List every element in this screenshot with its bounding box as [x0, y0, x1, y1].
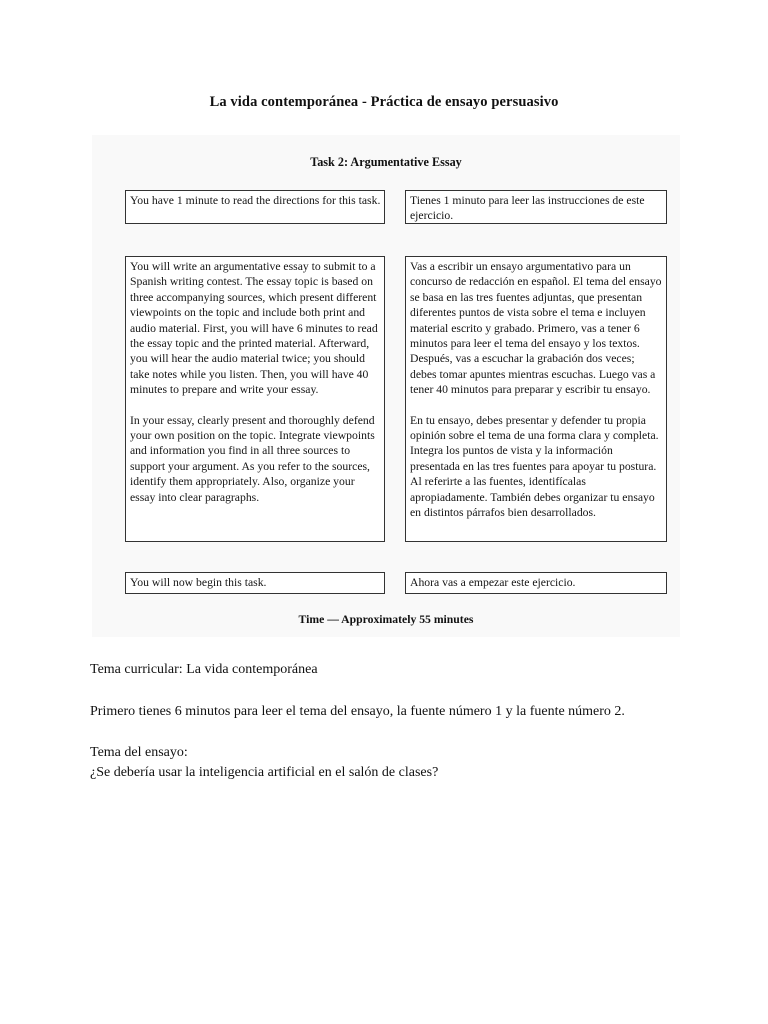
task-directions-panel — [92, 135, 680, 637]
curricular-theme: Tema curricular: La vida contemporánea — [90, 662, 318, 677]
directions-paragraph: In your essay, clearly present and thoroughly defend your own position on the topic. Integrate viewpoints and information you find in all three sources to support your argument. As you refer to the sources, identify them appropriately. Also, organize your essay into clear paragraphs. — [130, 413, 375, 504]
time-limit: Time — Approximately 55 minutes — [298, 613, 474, 626]
directions-text: You have 1 minute to read the directions for this task. — [130, 194, 381, 207]
directions-box-en-1 — [125, 190, 385, 224]
directions-box-en-2 — [125, 256, 385, 542]
directions-paragraph: You will write an argumentative essay to submit to a Spanish writing contest. The essay topic is based on three accompanying sources, which present different viewpoints on the topic and include both print and audio material. First, you will have 6 minutes to read the essay topic and the printed material. Afterward, you will hear the audio material twice; you should take notes while you listen. Then, you will have 40 minutes to prepare and write your essay. — [130, 260, 378, 397]
essay-topic-question: ¿Se debería usar la inteligencia artificial en el salón de clases? — [90, 765, 439, 780]
directions-text: You will now begin this task. — [130, 576, 267, 589]
directions-paragraph: Vas a escribir un ensayo argumentativo para un concurso de redacción en español. El tema del ensayo se basa en las tres fuentes adjuntas, que presentan diferentes puntos de vista sobre el tema e incluyen material escrito y grabado. Primero, vas a tener 6 minutos para leer el tema del ensayo y los textos. Después, vas a escuchar la grabación dos veces; debes tomar apuntes mientras escuchas. Luego vas a tener 40 minutos para preparar y escribir tu ensayo. — [410, 260, 662, 397]
directions-box-en-3 — [125, 572, 385, 594]
essay-topic-label: Tema del ensayo: — [90, 745, 188, 760]
directions-box-es-3 — [405, 572, 667, 594]
reading-instructions: Primero tienes 6 minutos para leer el tema del ensayo, la fuente número 1 y la fuente número 2. — [90, 704, 625, 719]
directions-box-es-1 — [405, 190, 667, 224]
directions-paragraph: En tu ensayo, debes presentar y defender tu propia opinión sobre el tema de una forma clara y completa. Integra los puntos de vista y la información presentada en las tres fuentes para apoyar tu postura. Al referirte a las fuentes, identifícalas apropiadamente. También debes organizar tu ensayo en distintos párrafos bien desarrollados. — [410, 413, 659, 520]
page-title: La vida contemporánea - Práctica de ensayo persuasivo — [209, 94, 559, 110]
directions-text: Tienes 1 minuto para leer las instrucciones de este ejercicio. — [410, 194, 645, 223]
task-title: Task 2: Argumentative Essay — [310, 155, 462, 169]
directions-box-es-2 — [405, 256, 667, 542]
directions-text: Ahora vas a empezar este ejercicio. — [410, 576, 576, 589]
